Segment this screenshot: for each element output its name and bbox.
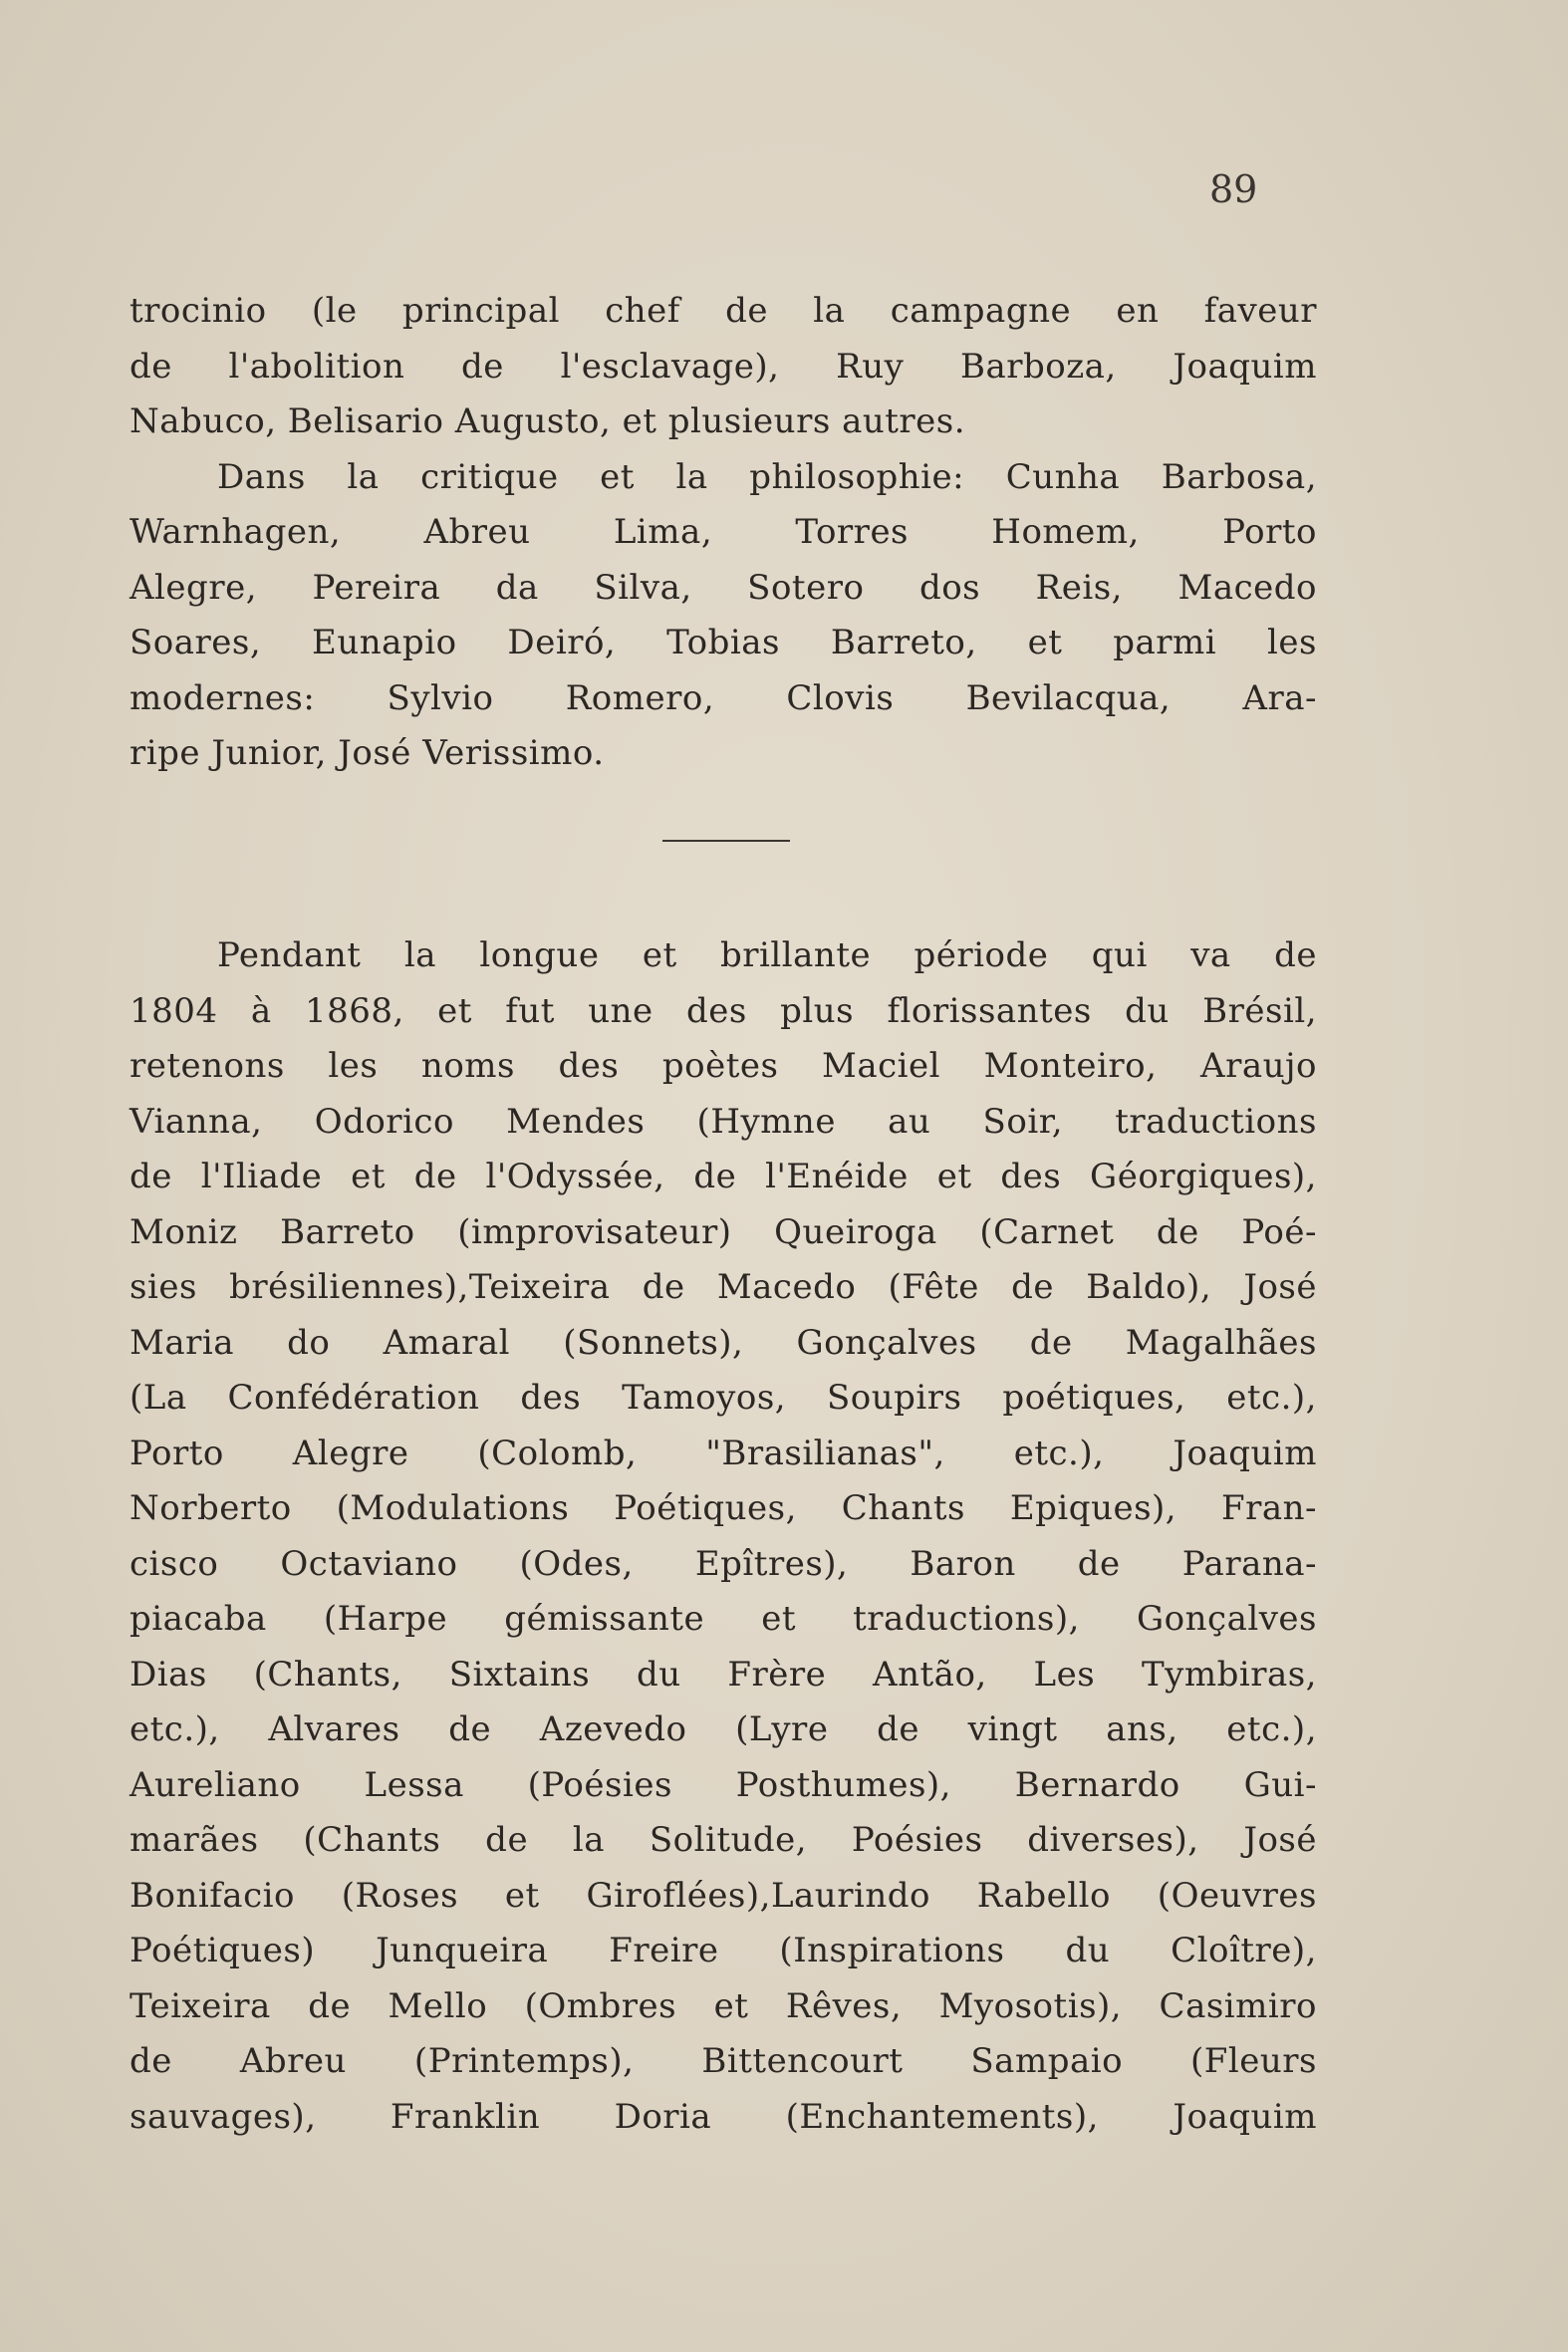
text-block-lower <box>130 928 1317 2145</box>
text-line: cisco Octaviano (Odes, Epîtres), Baron de Parana- <box>130 1543 1317 1584</box>
text-line: Soares, Eunapio Deiró, Tobias Barreto, et parmi les <box>130 623 1317 662</box>
text-line: de l'Iliade et de l'Odyssée, de l'Enéide et des Géorgiques), <box>130 1157 1317 1196</box>
text-line: (La Confédération des Tamoyos, Soupirs poétiques, etc.), <box>130 1378 1317 1418</box>
text-line: Warnhagen, Abreu Lima, Torres Homem, Porto <box>130 512 1317 552</box>
text-line: Poétiques) Junqueira Freire (Inspirations du Cloître), <box>130 1931 1317 1970</box>
text-line: marães (Chants de la Solitude, Poésies diverses), José <box>130 1820 1317 1860</box>
text-line: Dans la critique et la philosophie: Cunha Barbosa, <box>217 456 1317 497</box>
paragraph-continuation <box>130 284 1317 450</box>
text-line: Dias (Chants, Sixtains du Frère Antão, Les Tymbiras, <box>130 1654 1317 1695</box>
text-line: 1804 à 1868, et fut une des plus florissantes du Brésil, <box>130 990 1317 1031</box>
section-divider <box>662 840 790 842</box>
text-line: Alegre, Pereira da Silva, Sotero dos Reis, Macedo <box>130 567 1317 608</box>
text-line: etc.), Alvares de Azevedo (Lyre de vingt ans, etc.), <box>130 1709 1317 1749</box>
text-line: modernes: Sylvio Romero, Clovis Bevilacqua, Ara- <box>130 677 1317 718</box>
text-line: ripe Junior, José Verissimo. <box>130 733 605 773</box>
text-line: Moniz Barreto (improvisateur) Queiroga (Carnet de Poé- <box>130 1211 1317 1252</box>
text-block-upper <box>130 284 1317 782</box>
text-line: Pendant la longue et brillante période qui va de <box>217 935 1317 975</box>
paragraph-critique <box>130 450 1317 782</box>
text-line: sauvages), Franklin Doria (Enchantements), Joaquim <box>130 2096 1317 2137</box>
text-line: Bonifacio (Roses et Giroflées),Laurindo Rabello (Oeuvres <box>130 1875 1317 1916</box>
text-line: de l'abolition de l'esclavage), Ruy Barboza, Joaquim <box>130 346 1317 387</box>
text-line: Maria do Amaral (Sonnets), Gonçalves de Magalhães <box>130 1322 1317 1363</box>
text-line: Norberto (Modulations Poétiques, Chants Epiques), Fran- <box>130 1488 1317 1528</box>
paragraph-poets <box>130 928 1317 2145</box>
text-line: Aureliano Lessa (Poésies Posthumes), Bernardo Gui- <box>130 1764 1317 1805</box>
text-line: retenons les noms des poètes Maciel Monteiro, Araujo <box>130 1046 1317 1086</box>
page-number: 89 <box>1209 167 1258 211</box>
text-line: Nabuco, Belisario Augusto, et plusieurs autres. <box>130 401 966 441</box>
text-line: Vianna, Odorico Mendes (Hymne au Soir, traductions <box>130 1101 1317 1142</box>
text-line: Porto Alegre (Colomb, "Brasilianas", etc.), Joaquim <box>130 1433 1317 1473</box>
text-line: sies brésiliennes),Teixeira de Macedo (Fête de Baldo), José <box>130 1267 1317 1307</box>
text-line: Teixeira de Mello (Ombres et Rêves, Myosotis), Casimiro <box>130 1985 1317 2026</box>
text-line: piacaba (Harpe gémissante et traductions), Gonçalves <box>130 1599 1317 1639</box>
text-line: de Abreu (Printemps), Bittencourt Sampaio (Fleurs <box>130 2041 1317 2081</box>
text-line: trocinio (le principal chef de la campagne en faveur <box>130 291 1317 331</box>
